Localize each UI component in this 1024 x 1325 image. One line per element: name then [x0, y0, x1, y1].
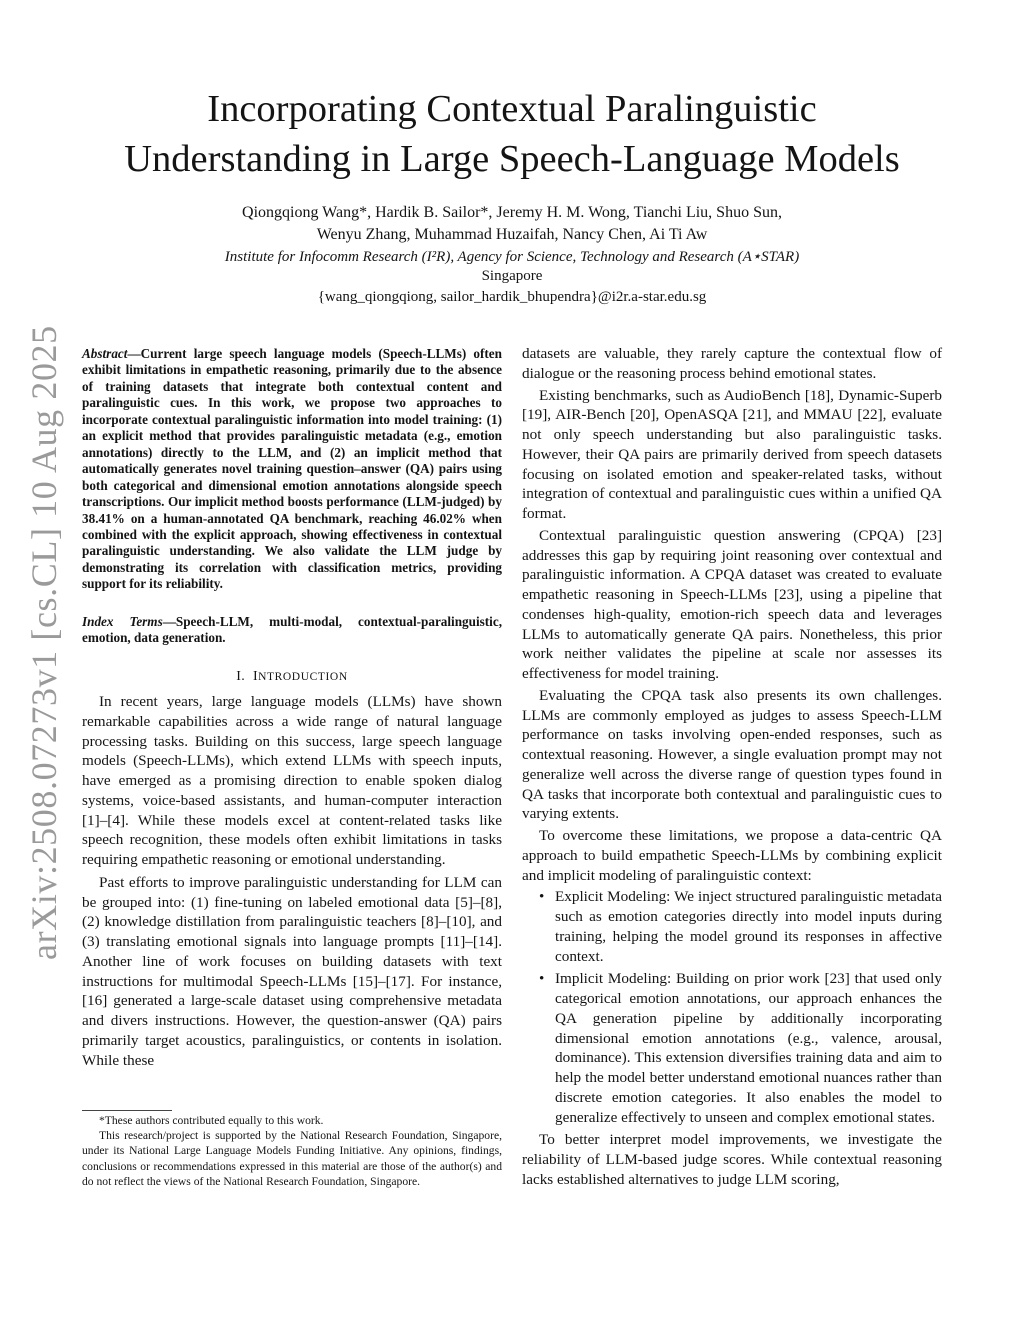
author-list — [100, 202, 924, 246]
paragraph: Existing benchmarks, such as AudioBench [18], Dynamic-Superb [19], AIR-Bench [20], OpenASQA [21], and MMAU [22], evaluate not only speech understanding but also paralinguistic tasks. However, their QA pairs are primarily derived from speech datasets focusing on isolated emotion and speaker-related tasks, without integration of contextual and paralinguistic cues within a unified QA format. — [522, 386, 942, 522]
footnote-divider — [82, 1110, 172, 1111]
abstract-text: —Current large speech language models (Speech-LLMs) often exhibit limitations in empathetic reasoning, primarily due to the absence of training datasets that integrate both contextual content and paralinguistic cues. In this work, we propose two approaches to incorporate contextual paralinguistic information into model training: (1) an explicit method that provides paralinguistic metadata (e.g., emotion annotations) directly to the LLM, and (2) an implicit method that automatically generates novel training question–answer (QA) pairs using both categorical and dimensional emotion annotations alongside speech transcriptions. Our implicit method boosts performance (LLM-judged) by 38.41% on a human-annotated QA benchmark, reaching 46.02% when combined with the explicit approach, showing effectiveness in contextual paralinguistic understanding. We also validate the LLM judge by demonstrating its correlation with classification metrics, providing support for its reliability. — [82, 346, 502, 592]
contribution-list — [522, 887, 942, 1127]
bullet-icon: • — [539, 970, 545, 988]
abstract — [82, 346, 502, 593]
paragraph: In recent years, large language models (LLMs) have shown remarkable capabilities across a wide range of natural language processing tasks. Building on this success, large speech language models (Speech-LLMs), which extend LLMs with speech inputs, have emerged as a promising direction to enable spoken dialog systems, voice-based assistants, and human-computer interaction [1]–[4]. While these models excel at content-related tasks like speech recognition, these models often exhibit limitations in tasks requiring empathetic reasoning or emotional understanding. — [82, 693, 502, 868]
title-line-1: Incorporating Contextual Paralinguistic — [207, 88, 817, 130]
paragraph: To overcome these limitations, we propose a data-centric QA approach to build empathetic Speech-LLMs by combining explicit and implicit modeling of paralinguistic context: — [522, 827, 942, 884]
paper-title — [60, 84, 964, 184]
author-email: {wang_qiongqiong, sailor_hardik_bhupendra}@i2r.a-star.edu.sg — [317, 289, 707, 305]
paragraph: To better interpret model improvements, we investigate the reliability of LLM-based judge scores. While contextual reasoning lacks established alternatives to judge LLM scoring, — [522, 1131, 942, 1188]
section-title-initial: I — [253, 669, 259, 684]
intro-left-text — [82, 692, 502, 1070]
arxiv-identifier: arXiv:2508.07273v1 [cs.CL] 10 Aug 2025 — [24, 325, 64, 960]
country: Singapore — [481, 268, 543, 284]
list-item-text: Implicit Modeling: Building on prior work [23] that used only categorical emotion annotations, our approach enhances the QA generation pipeline by additionally incorporating dimensional emotion annotations (e.g., valence, arousal, dominance). This extension diversifies training data and aim to help the model better understand emotional nuances rather than discrete emotion categories. It also enables the model to generalize effectively to unseen and complex emotional states. — [555, 970, 942, 1126]
bullet-icon: • — [539, 888, 545, 906]
abstract-label: Abstract — [82, 346, 128, 361]
authors-line-2: Wenyu Zhang, Muhammad Huzaifah, Nancy Chen, Ai Ti Aw — [316, 226, 708, 243]
paragraph: datasets are valuable, they rarely capture the contextual flow of dialogue or the reasoning process behind emotional states. — [522, 345, 942, 382]
affiliation: Institute for Infocomm Research (I²R), Agency for Science, Technology and Research (A⋆STAR) — [224, 249, 800, 265]
index-terms — [82, 614, 502, 647]
paragraph: Past efforts to improve paralinguistic understanding for LLM can be grouped into: (1) fine-tuning on labeled emotional data [5]–[8], (2) knowledge distillation from paralinguistic teachers [8]–[10], and (3) translating emotional signals into language prompts [11]–[14]. Another line of work focuses on building datasets with text instructions for multimodal Speech-LLMs [15]–[17]. For instance, [16] generated a large-scale dataset using comprehensive metadata and divers instructions. However, the question-answer (QA) pairs primarily target acoustics, paralinguistics, or contents in isolation. While these — [82, 873, 502, 1069]
intro-right-text — [522, 344, 942, 1190]
paragraph: Evaluating the CPQA task also presents its own challenges. LLMs are commonly employed as judges to assess Speech-LLM performance on tasks involving open-ended responses, such as contextual reasoning. However, a single evaluation prompt may not generalize well across the diverse range of question types found in QA tasks that incorporate both contextual and paralinguistic cues to varying extents. — [522, 686, 942, 823]
section-number: I. — [236, 669, 246, 684]
list-item — [522, 887, 942, 966]
index-terms-text: —Speech-LLM, multi-modal, contextual-paralinguistic, emotion, data generation. — [82, 614, 502, 646]
section-title-rest: NTRODUCTION — [258, 671, 348, 683]
title-line-2: Understanding in Large Speech-Language Models — [124, 138, 900, 180]
list-item-text: Explicit Modeling: We inject structured paralinguistic metadata such as emotion categories directly into model inputs during training, helping the model ground its responses in affective context. — [555, 888, 942, 965]
footnote-equal-contribution: *These authors contributed equally to this work. — [99, 1114, 324, 1127]
index-terms-label: Index Terms — [82, 614, 163, 629]
authors-line-1: Qiongqiong Wang*, Hardik B. Sailor*, Jeremy H. M. Wong, Tianchi Liu, Shuo Sun, — [242, 204, 782, 221]
footnotes — [82, 1113, 502, 1189]
list-item — [522, 969, 942, 1127]
footnote-funding: This research/project is supported by the National Research Foundation, Singapore, under its National Large Language Models Funding Initiative. Any opinions, findings, conclusions or recommendations expressed in this material are those of the author(s) and do not reflect the views of the National Research Foundation, Singapore. — [82, 1129, 502, 1188]
paragraph: Contextual paralinguistic question answering (CPQA) [23] addresses this gap by requiring joint reasoning over contextual and paralinguistic information. A CPQA dataset was created to evaluate empathetic reasoning in Speech-LLMs [23], using a pipeline that condenses high-quality, emotion-rich speech data and leverages LLMs to automatically generate QA pairs. Nonetheless, this prior work neither validates the pipeline at scale nor assesses its effectiveness for model training. — [522, 526, 942, 682]
section-heading-introduction — [82, 667, 502, 687]
